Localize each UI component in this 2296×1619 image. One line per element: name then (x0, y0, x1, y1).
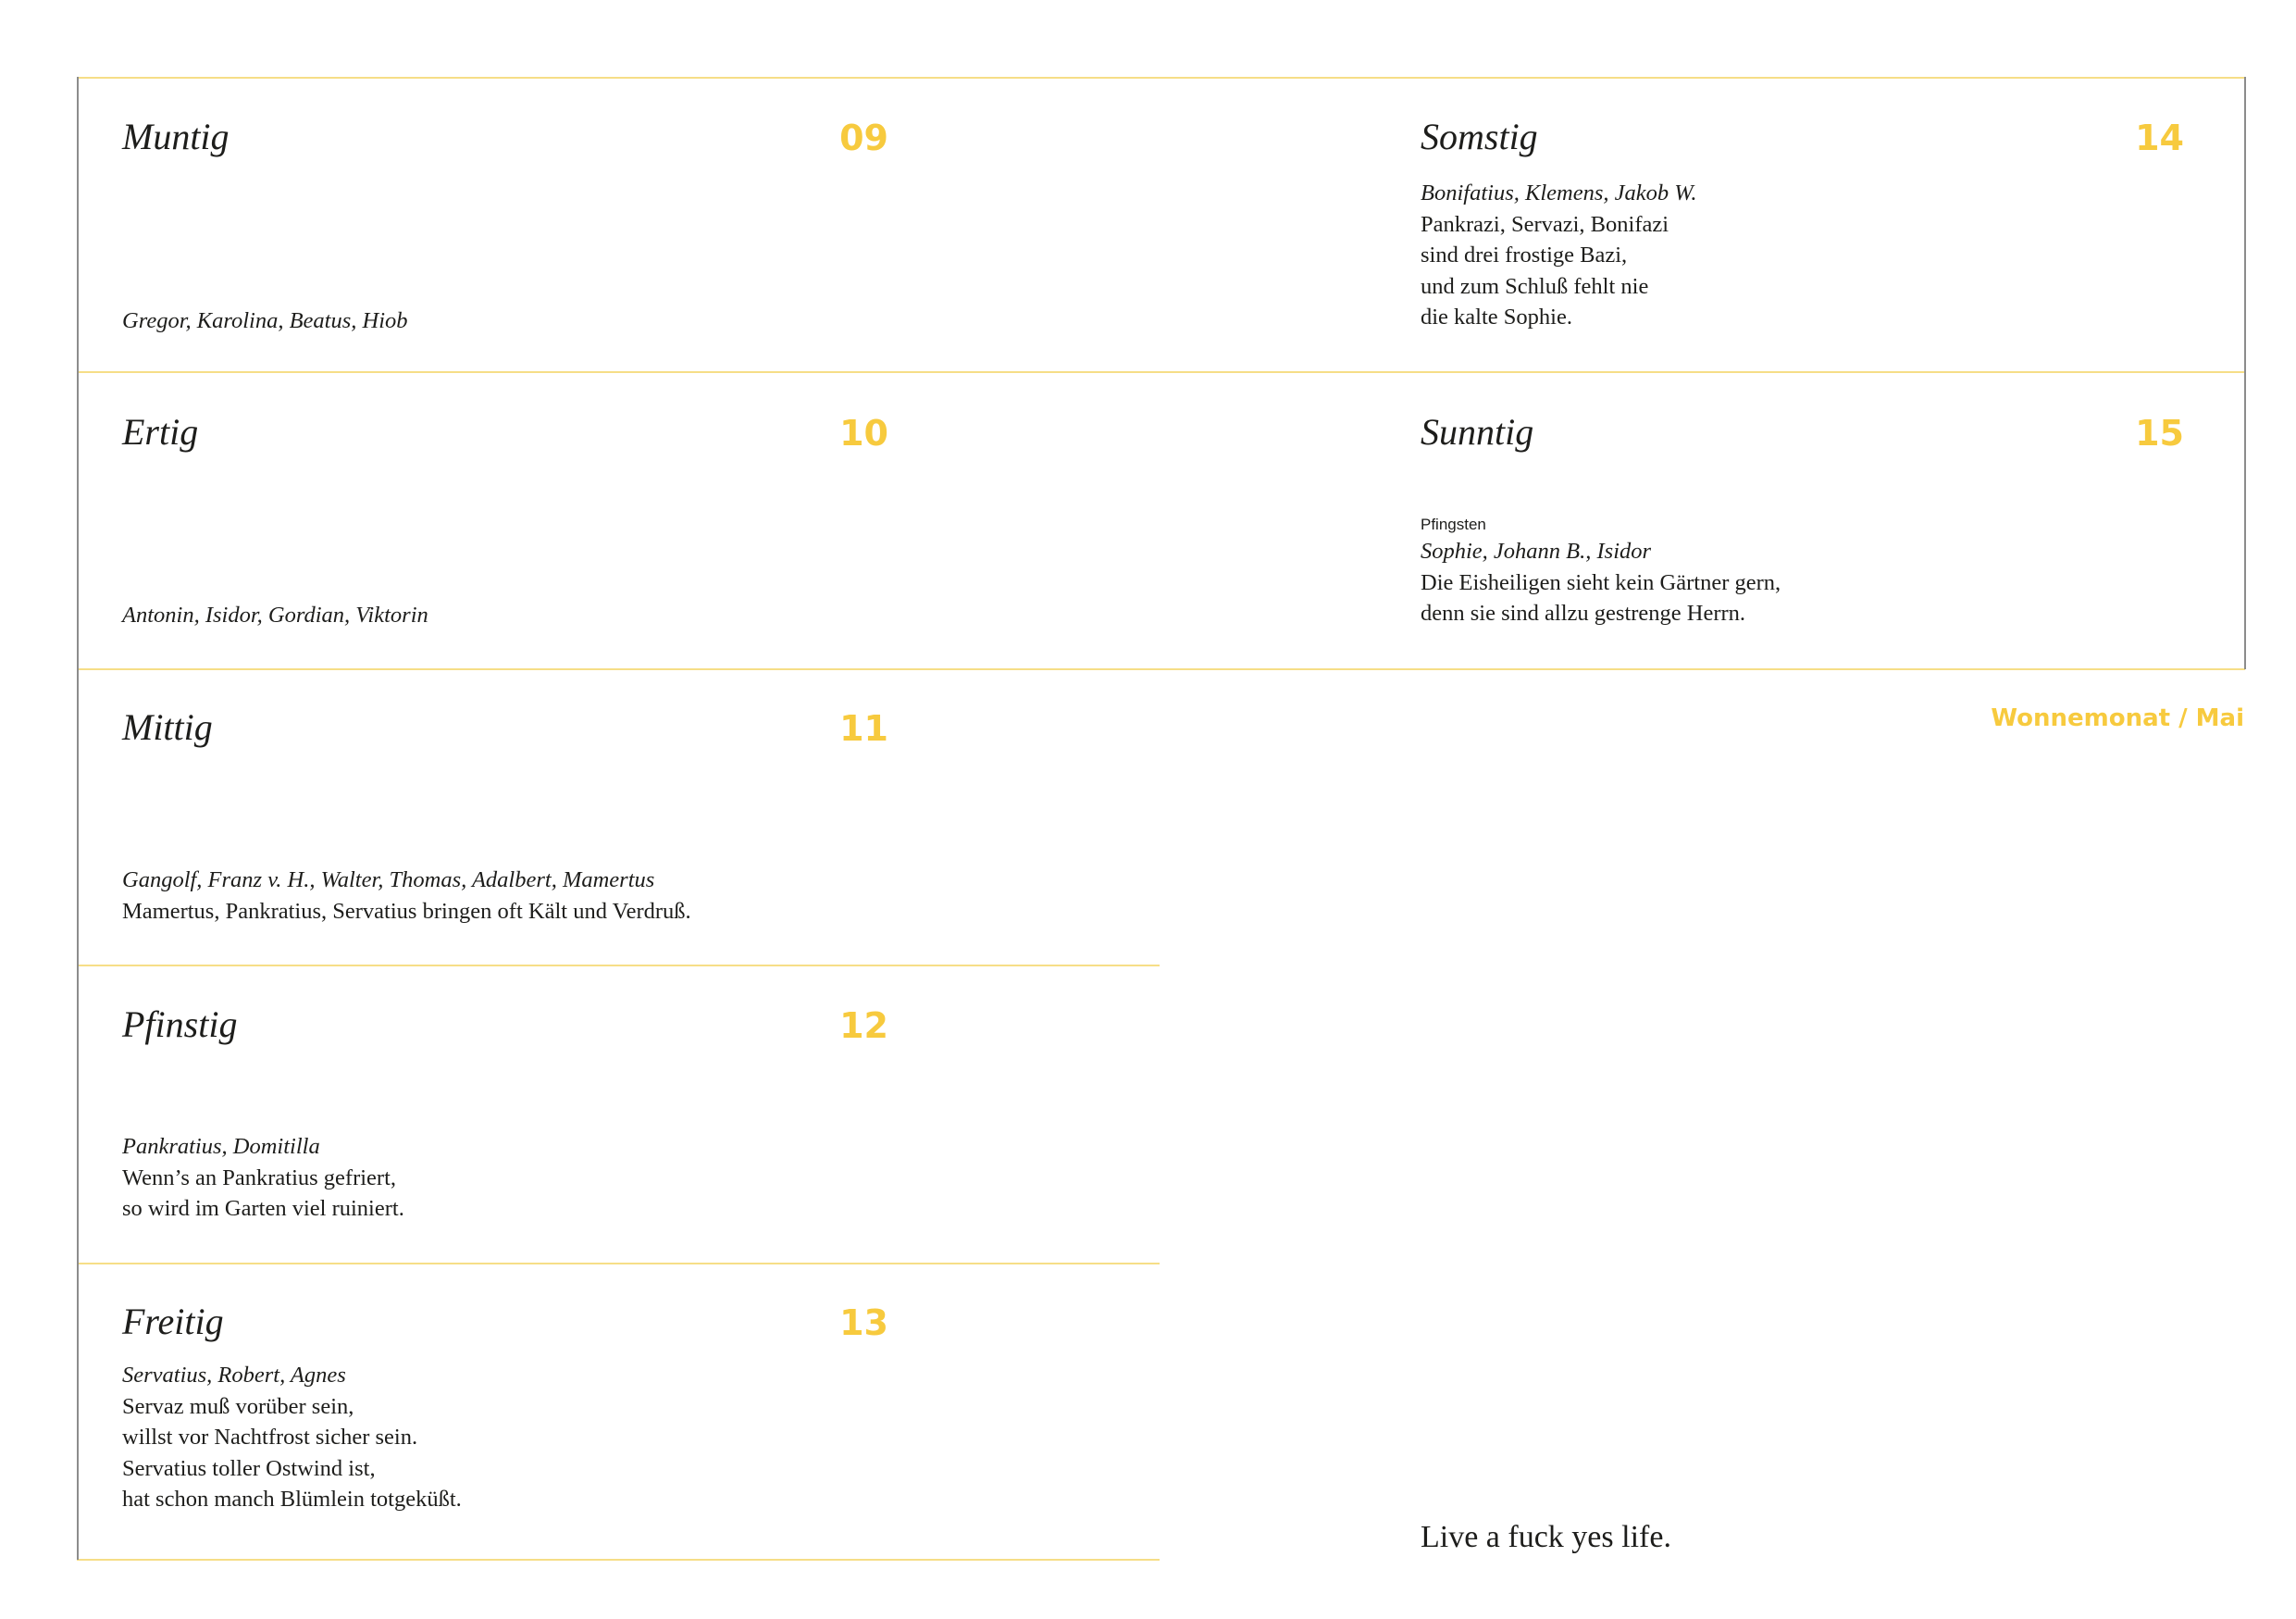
saying-line: Mamertus, Pankratius, Servatius bringen oft Kält und Verdruß. (122, 898, 691, 924)
day-text (122, 1131, 404, 1225)
day-number: 11 (839, 708, 888, 749)
day-text (122, 1360, 462, 1515)
saints-list: Gregor, Karolina, Beatus, Hiob (122, 308, 408, 333)
saying-line: Pankrazi, Servazi, Bonifazi (1421, 211, 1669, 237)
day-number: 10 (839, 413, 888, 454)
day-number: 14 (2135, 118, 2184, 158)
month-label: Wonnemonat / Mai (1991, 704, 2244, 732)
left-frame (77, 77, 79, 1560)
saying-line: willst vor Nachtfrost sicher sein. (122, 1425, 418, 1450)
day-name: Freitig (122, 1301, 224, 1342)
saying-line: und zum Schluß fehlt nie (1421, 273, 1649, 299)
holiday-note: Pfingsten (1421, 516, 1486, 533)
rule-right-1 (1160, 371, 2245, 373)
saying-line: Servatius toller Ostwind ist, (122, 1455, 376, 1481)
day-number: 12 (839, 1005, 888, 1046)
day-number: 13 (839, 1302, 888, 1343)
saints-list: Sophie, Johann B., Isidor (1421, 539, 1652, 564)
rule-2 (77, 668, 2245, 670)
day-text (122, 600, 428, 631)
day-name: Sunntig (1421, 411, 1534, 453)
day-text (1421, 514, 1781, 629)
day-name: Muntig (122, 116, 230, 157)
top-rule (77, 77, 2245, 79)
day-name: Mittig (122, 706, 213, 748)
saying-line: Wenn’s an Pankratius gefriert, (122, 1164, 397, 1190)
rule-left-5 (77, 1559, 1160, 1561)
day-name: Pfinstig (122, 1003, 238, 1045)
day-number: 09 (839, 118, 888, 158)
saints-list: Pankratius, Domitilla (122, 1134, 320, 1159)
saying-line: Die Eisheiligen sieht kein Gärtner gern, (1421, 569, 1781, 595)
day-name: Somstig (1421, 116, 1538, 157)
saints-list: Antonin, Isidor, Gordian, Viktorin (122, 603, 428, 628)
day-name: Ertig (122, 411, 199, 453)
saying-line: die kalte Sophie. (1421, 305, 1572, 330)
rule-left-4 (77, 1263, 1160, 1264)
saints-list: Gangolf, Franz v. H., Walter, Thomas, Adalbert, Mamertus (122, 867, 655, 892)
slogan: Live a fuck yes life. (1421, 1520, 1671, 1554)
day-text (1421, 178, 1697, 333)
day-text (122, 865, 691, 927)
saying-line: denn sie sind allzu gestrenge Herrn. (1421, 601, 1746, 626)
day-text (122, 305, 408, 337)
saying-line: so wird im Garten viel ruiniert. (122, 1196, 404, 1221)
day-number: 15 (2135, 413, 2184, 454)
saints-list: Bonifatius, Klemens, Jakob W. (1421, 181, 1697, 205)
saying-line: Servaz muß vorüber sein, (122, 1393, 354, 1419)
saints-list: Servatius, Robert, Agnes (122, 1363, 346, 1388)
saying-line: sind drei frostige Bazi, (1421, 243, 1628, 268)
right-frame (2244, 77, 2246, 669)
rule-left-3 (77, 965, 1160, 966)
saying-line: hat schon manch Blümlein totgeküßt. (122, 1487, 462, 1512)
rule-left-1 (77, 371, 1160, 373)
